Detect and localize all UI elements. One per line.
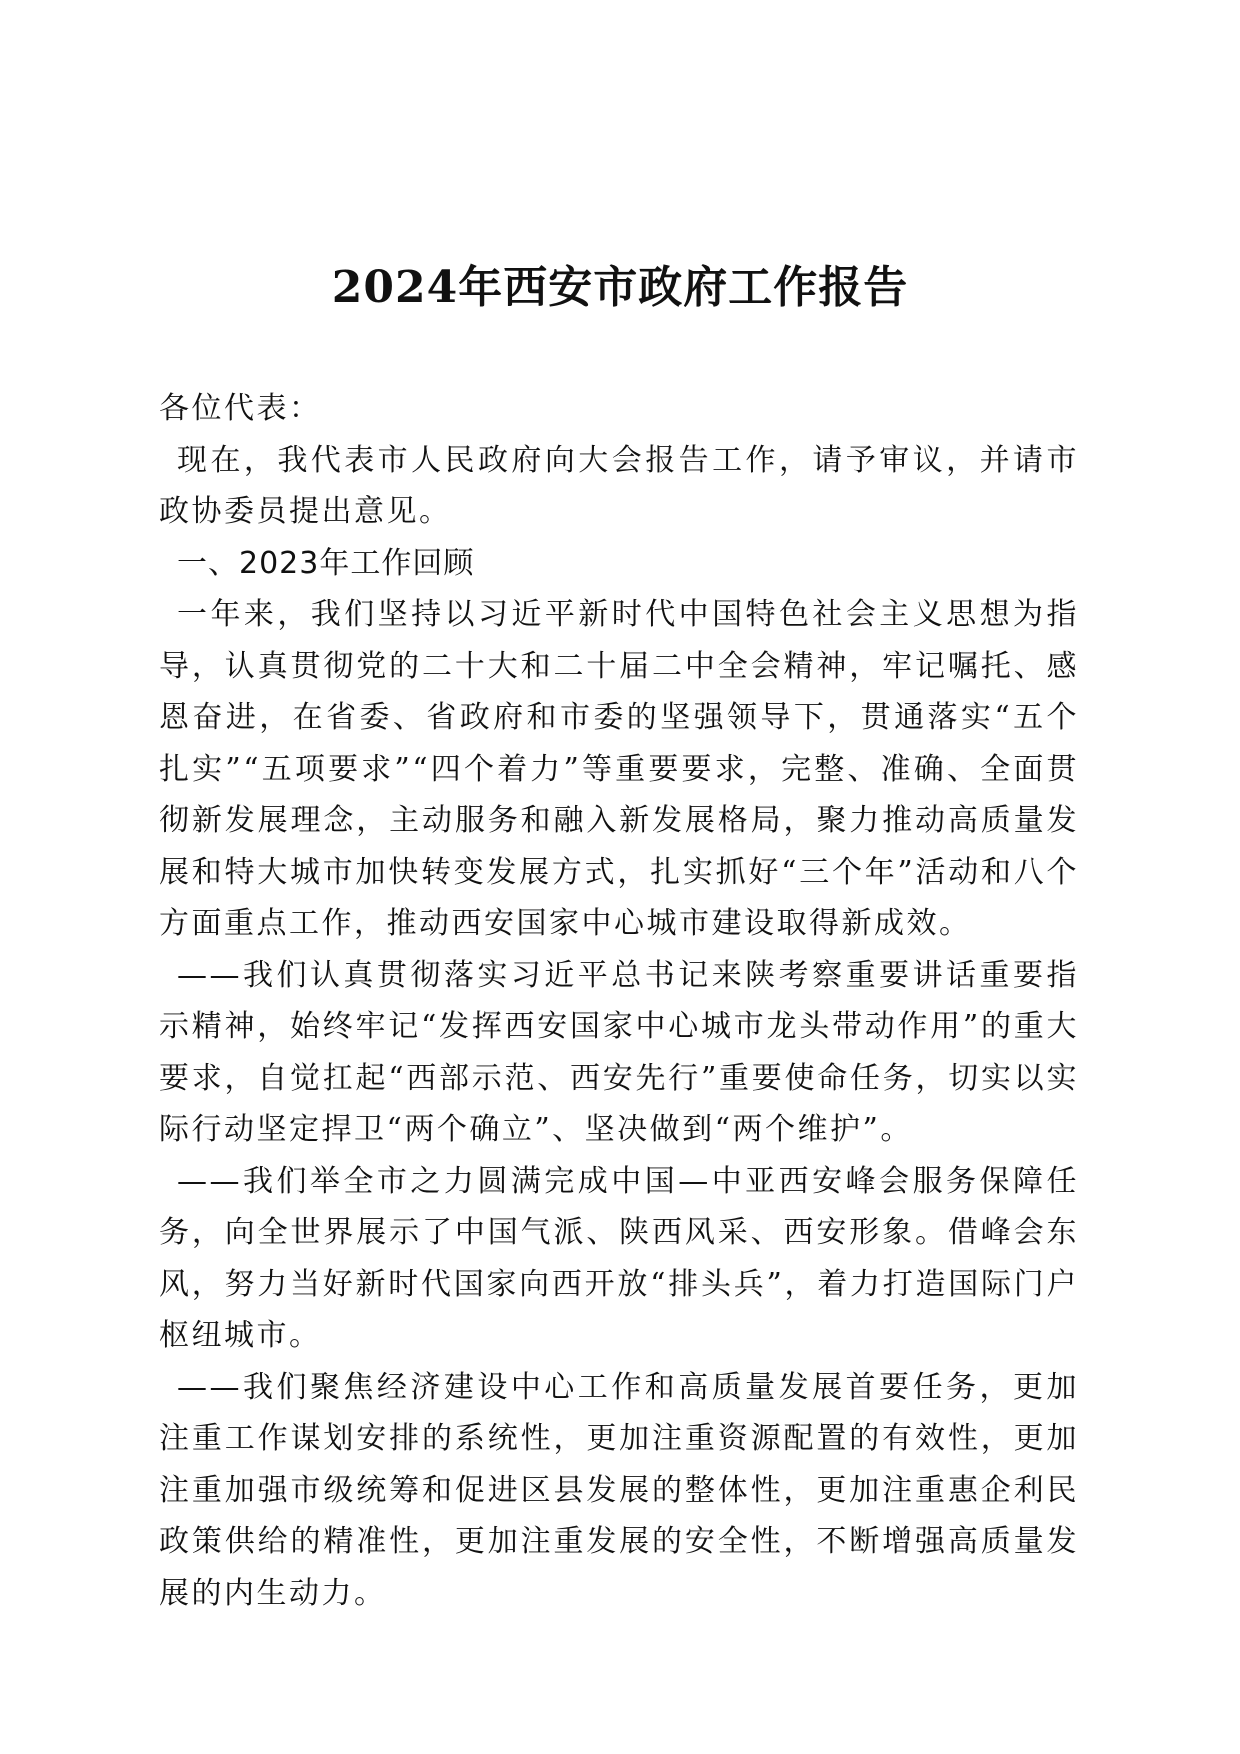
document-title: 2024年西安市政府工作报告 [331, 262, 909, 313]
paragraph-item-3: ——我们聚焦经济建设中心工作和高质量发展首要任务，更加注重工作谋划安排的系统性，更加注重资源配置的有效性，更加注重加强市级统筹和促进区县发展的整体性，更加注重惠企利民政策供给的精准性，更加注重发展的安全性，不断增强高质量发展的内生动力。 [159, 1369, 1079, 1611]
document-body [159, 383, 1079, 1619]
section-heading: 一、2023年工作回顾 [177, 545, 475, 581]
salutation: 各位代表： [159, 391, 322, 426]
paragraph-item-2: ——我们举全市之力圆满完成中国—中亚西安峰会服务保障任务，向全世界展示了中国气派、陕西风采、西安形象。借峰会东风，努力当好新时代国家向西开放“排头兵”，着力打造国际门户枢纽城市。 [159, 1163, 1079, 1353]
paragraph-review-summary: 一年来，我们坚持以习近平新时代中国特色社会主义思想为指导，认真贯彻党的二十大和二十届二中全会精神，牢记嘱托、感恩奋进，在省委、省政府和市委的坚强领导下，贯通落实“五个扎实”“五项要求”“四个着力”等重要要求，完整、准确、全面贯彻新发展理念，主动服务和融入新发展格局，聚力推动高质量发展和特大城市加快转变发展方式，扎实抓好“三个年”活动和八个方面重点工作，推动西安国家中心城市建设取得新成效。 [159, 597, 1079, 941]
paragraph-intro: 现在，我代表市人民政府向大会报告工作，请予审议，并请市政协委员提出意见。 [159, 442, 1079, 529]
paragraph-item-1: ——我们认真贯彻落实习近平总书记来陕考察重要讲话重要指示精神，始终牢记“发挥西安国家中心城市龙头带动作用”的重大要求，自觉扛起“西部示范、西安先行”重要使命任务，切实以实际行动坚定捍卫“两个确立”、坚决做到“两个维护”。 [159, 957, 1079, 1147]
